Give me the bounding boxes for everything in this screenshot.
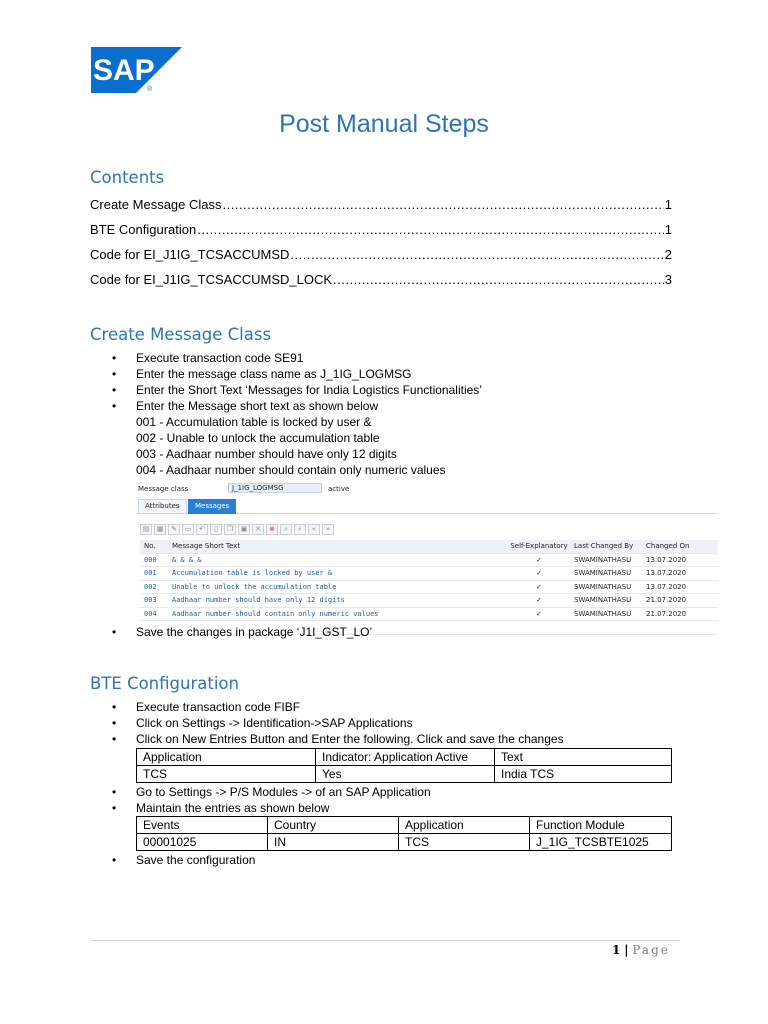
last-changed-by: SWAMINATHASU — [574, 582, 632, 591]
changed-on: 13.07.2020 — [646, 582, 687, 591]
last-changed-by: SWAMINATHASU — [574, 609, 632, 618]
table-header-cell: Function Module — [530, 817, 672, 834]
copy-icon[interactable]: ❐ — [224, 524, 236, 535]
tab-strip — [136, 498, 718, 514]
bullet-item: • Execute transaction code FIBF — [112, 699, 564, 715]
message-number: 000 — [144, 555, 157, 564]
cut-icon[interactable]: ✕ — [252, 524, 264, 535]
self-explanatory-checkbox[interactable]: ✓ — [536, 609, 542, 618]
changed-on: 13.07.2020 — [646, 569, 687, 577]
toc-entry-text[interactable]: Code for EI_J1IG_TCSACCUMSD_LOCK — [90, 272, 333, 287]
grid-toolbar — [140, 524, 334, 537]
toc-entry[interactable] — [90, 212, 672, 237]
message-number: 002 — [144, 582, 157, 591]
table-cell: J_1IG_TCSBTE1025 — [530, 834, 672, 851]
table-row[interactable] — [140, 554, 718, 568]
first-page-icon[interactable]: « — [308, 524, 320, 535]
table-row[interactable] — [140, 567, 718, 581]
table-row[interactable] — [140, 608, 718, 622]
tab-attributes[interactable]: Attributes — [138, 499, 187, 514]
table-header-cell: Application — [399, 817, 530, 834]
table-header-cell: Country — [268, 817, 399, 834]
self-explanatory-checkbox[interactable]: ✓ — [536, 582, 542, 591]
message-number: 001 — [144, 569, 157, 577]
toc-leader — [333, 272, 664, 287]
section2-bullet-list-2 — [112, 784, 431, 816]
toc-leader — [197, 222, 664, 237]
message-text[interactable]: Unable to unlock the accumulation table — [172, 582, 337, 591]
section2-bullet-list-3 — [112, 852, 255, 868]
message-line: 004 - Aadhaar number should contain only numeric values — [136, 463, 446, 477]
table-cell: IN — [268, 834, 399, 851]
table-cell: TCS — [399, 834, 530, 851]
toc-entry-page: 1 — [664, 222, 672, 237]
message-class-label: Message class — [138, 485, 189, 493]
message-number: 004 — [144, 609, 157, 618]
se91-screenshot — [136, 482, 718, 624]
message-class-status: active — [328, 485, 350, 493]
document-title: Post Manual Steps — [279, 110, 489, 138]
toc-entry[interactable] — [90, 187, 672, 212]
table-cell: TCS — [137, 766, 316, 783]
toc-entry-text[interactable]: Create Message Class — [90, 197, 222, 212]
bullet-item: • Click on New Entries Button and Enter the following. Click and save the changes — [112, 731, 564, 747]
message-line: 003 - Aadhaar number should have only 12 digits — [136, 447, 397, 461]
changed-on: 13.07.2020 — [646, 555, 687, 564]
toc-entry[interactable] — [90, 237, 672, 262]
table-header-cell: Application — [137, 749, 316, 766]
page-number: 1 — [612, 943, 621, 957]
bullet-item: • Go to Settings -> P/S Modules -> of an SAP Application — [112, 784, 431, 800]
table-header-cell: Events — [137, 817, 268, 834]
sap-logo — [91, 47, 182, 93]
doc-icon[interactable]: ▭ — [182, 524, 194, 535]
message-text[interactable]: & & & & — [172, 555, 202, 564]
column-header: Message Short Text — [172, 542, 241, 550]
section-heading-create-message-class: Create Message Class — [90, 325, 272, 344]
section1-after-list — [112, 624, 372, 640]
toc-leader — [223, 197, 664, 212]
sap-logo-text: SAP — [93, 54, 155, 87]
message-line: 001 - Accumulation table is locked by user & — [136, 415, 372, 429]
bullet-item: • Enter the Short Text ‘Messages for India Logistics Functionalities’ — [112, 382, 482, 398]
changed-on: 21.07.2020 — [646, 596, 687, 604]
find-next-icon[interactable]: ⌕ — [294, 524, 306, 535]
toc-entry[interactable] — [90, 262, 672, 287]
table-header-cell: Text — [495, 749, 672, 766]
bullet-item: • Enter the message class name as J_1IG_LOGMSG — [112, 366, 482, 382]
section-heading-bte-configuration: BTE Configuration — [90, 674, 239, 693]
message-text[interactable]: Accumulation table is locked by user & — [172, 569, 333, 577]
toc-entry-text[interactable]: BTE Configuration — [90, 222, 197, 237]
toc-entry-page: 1 — [664, 197, 672, 212]
paste-icon[interactable]: ▣ — [238, 524, 250, 535]
contents-heading: Contents — [90, 168, 165, 187]
message-number: 003 — [144, 596, 157, 604]
message-list — [136, 414, 446, 478]
column-header: Last Changed By — [574, 542, 634, 550]
self-explanatory-checkbox[interactable]: ✓ — [536, 555, 542, 564]
table-row — [137, 766, 672, 783]
bullet-item: • Enter the Message short text as shown below — [112, 398, 482, 414]
find-icon[interactable]: ⌕ — [280, 524, 292, 535]
table-row[interactable] — [140, 581, 718, 595]
page-label: Page — [632, 943, 670, 957]
table-cell: 00001025 — [137, 834, 268, 851]
table-cell: Yes — [316, 766, 495, 783]
toc-entry-page: 3 — [664, 272, 672, 287]
section2-bullet-list — [112, 699, 564, 747]
delete-icon[interactable]: ▯ — [210, 524, 222, 535]
table-cell: India TCS — [495, 766, 672, 783]
toc-entry-page: 2 — [664, 247, 672, 262]
next-page-icon[interactable]: » — [322, 524, 334, 535]
message-line: 002 - Unable to unlock the accumulation table — [136, 431, 380, 445]
bullet-item: • Save the changes in package ‘J1I_GST_LO’ — [112, 624, 372, 640]
ps-module-table — [136, 816, 672, 851]
grid-header-row — [140, 540, 718, 554]
self-explanatory-checkbox[interactable]: ✓ — [536, 596, 542, 604]
undo-icon[interactable]: ↶ — [196, 524, 208, 535]
footer-divider — [90, 940, 680, 941]
bullet-item: • Save the configuration — [112, 852, 255, 868]
page-footer — [612, 943, 670, 957]
details-icon[interactable]: ▤ — [140, 524, 152, 535]
table-header-row — [137, 817, 672, 834]
table-header-row — [137, 749, 672, 766]
section1-bullet-list — [112, 350, 482, 414]
self-explanatory-checkbox[interactable]: ✓ — [536, 569, 542, 577]
message-text[interactable]: Aadhaar number should contain only numeric values — [172, 609, 379, 618]
changed-on: 21.07.2020 — [646, 609, 687, 618]
last-changed-by: SWAMINATHASU — [574, 569, 632, 577]
table-header-cell: Indicator: Application Active — [316, 749, 495, 766]
edit-icon[interactable]: ✎ — [168, 524, 180, 535]
column-header: Self-Explanatory — [510, 542, 568, 550]
toc-entry-text[interactable]: Code for EI_J1IG_TCSACCUMSD — [90, 247, 290, 262]
sap-logo-reg: ® — [147, 86, 153, 93]
last-changed-by: SWAMINATHASU — [574, 555, 632, 564]
message-class-header — [136, 482, 718, 494]
column-header: Changed On — [646, 542, 690, 550]
table-icon[interactable]: ▦ — [154, 524, 166, 535]
column-header: No. — [144, 542, 156, 550]
table-of-contents — [90, 187, 672, 287]
toc-leader — [290, 247, 663, 262]
last-changed-by: SWAMINATHASU — [574, 596, 632, 604]
cancel-icon[interactable]: ⊗ — [266, 524, 278, 535]
message-text[interactable]: Aadhaar number should have only 12 digits — [172, 596, 345, 604]
bullet-item: • Click on Settings -> Identification->SAP Applications — [112, 715, 564, 731]
bullet-item: • Execute transaction code SE91 — [112, 350, 482, 366]
application-table — [136, 748, 672, 783]
table-row — [137, 834, 672, 851]
page-separator: | — [624, 943, 629, 957]
message-class-field[interactable]: J_1IG_LOGMSG — [228, 483, 322, 493]
messages-grid — [140, 540, 718, 635]
table-row[interactable] — [140, 594, 718, 608]
bullet-item: • Maintain the entries as shown below — [112, 800, 431, 816]
tab-messages[interactable]: Messages — [188, 499, 236, 514]
